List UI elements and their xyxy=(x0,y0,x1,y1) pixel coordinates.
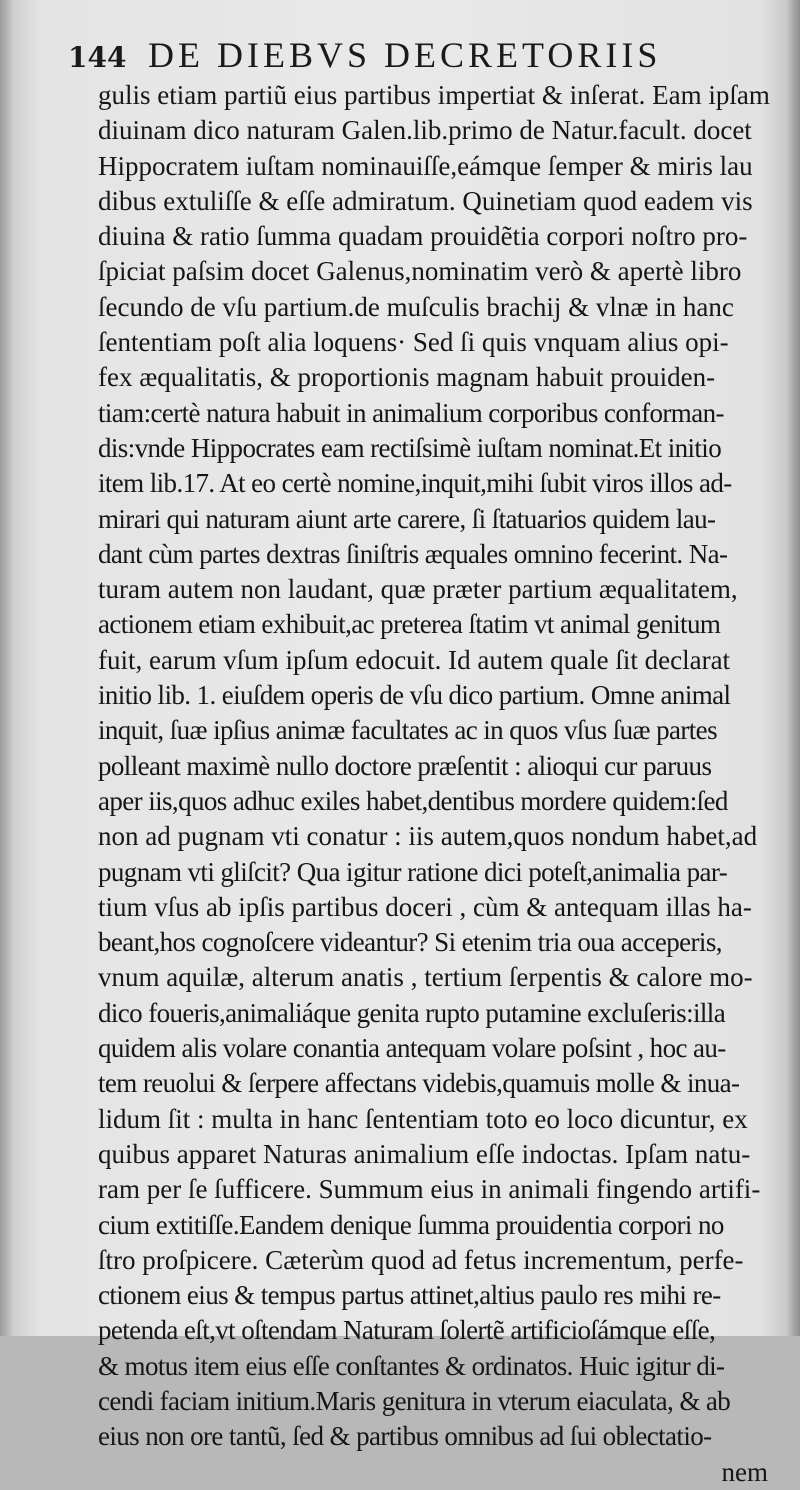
text-line: mirari qui naturam aiunt arte carere, ſi ſtatuarios quidem lau- xyxy=(98,503,716,534)
catchword: nem xyxy=(721,1456,768,1487)
text-line: aper iis,quos adhuc exiles habet,dentibus mordere quidem:ſed xyxy=(98,785,728,816)
text-line: vnum aquilæ, alterum anatis , tertium ſerpentis & calore mo- xyxy=(98,962,753,993)
text-line: beant,hos cognoſcere videantur? Si etenim tria oua acceperis, xyxy=(98,927,722,958)
text-line: gulis etiam partiũ eius partibus impertiat & inſerat. Eam ipſam xyxy=(98,80,770,110)
text-line: lidum ſit : multa in hanc ſententiam toto eo loco dicuntur, ex xyxy=(98,1103,748,1134)
text-line: dico foueris,animaliáque genita rupto putamine excluſeris:illa xyxy=(98,997,726,1028)
text-line: ſententiam poſt alia loquens· Sed ſi quis vnquam alius opi- xyxy=(98,327,729,358)
text-line: Hippocratem iuſtam nominauiſſe,eámque ſemper & miris lau xyxy=(98,150,753,181)
text-line: dibus extuliſſe & eſſe admiratum. Quinetiam quod eadem vis xyxy=(98,185,753,216)
text-line: ctionem eius & tempus partus attinet,altius paulo res mihi re- xyxy=(98,1280,721,1311)
text-line: item lib.17. At eo certè nomine,inquit,mihi ſubit viros illos ad- xyxy=(98,468,732,499)
text-line: quidem alis volare conantia antequam volare poſsint , hoc au- xyxy=(98,1033,726,1064)
text-line: fuit, earum vſum ipſum edocuit. Id autem quale ſit declarat xyxy=(98,644,731,675)
page-header xyxy=(68,34,740,74)
text-line: diuinam dico naturam Galen.lib.primo de Natur.facult. docet xyxy=(98,115,752,146)
text-line: fex æqualitatis, & proportionis magnam habuit prouiden- xyxy=(98,362,716,393)
text-line: cium extitiſſe.Eandem denique ſumma prouidentia corpori no xyxy=(98,1209,724,1240)
text-line: quibus apparet Naturas animalium eſſe indoctas. Ipſam natu- xyxy=(98,1138,751,1169)
text-line: cendi faciam initium.Maris genitura in vterum eiaculata, & ab xyxy=(98,1385,731,1416)
text-line: initio lib. 1. eiuſdem operis de vſu dico partium. Omne animal xyxy=(98,680,731,711)
body-text xyxy=(98,78,768,1490)
text-line: petenda eſt,vt oſtendam Naturam ſolertẽ artificioſámque eſſe, xyxy=(98,1315,716,1346)
text-line: ſecundo de vſu partium.de muſculis brachij & vlnæ in hanc xyxy=(98,291,734,322)
text-line: tiam:certè natura habuit in animalium corporibus conforman- xyxy=(98,397,724,428)
page-edge-shadow xyxy=(786,0,800,1336)
text-line: ram per ſe ſufficere. Summum eius in animali fingendo artifi- xyxy=(98,1174,761,1205)
text-line: actionem etiam exhibuit,ac preterea ſtatim vt animal genitum xyxy=(98,609,721,640)
text-line: polleant maximè nullo doctore præſentit : alioqui cur paruus xyxy=(98,750,712,781)
text-line: dis:vnde Hippocrates eam rectiſsimè iuſtam nominat.Et initio xyxy=(98,432,722,463)
text-line: eius non ore tantũ, ſed & partibus omnibus ad ſui oblectatio- xyxy=(98,1421,712,1452)
text-line: ſpiciat paſsim docet Galenus,nominatim verò & apertè libro xyxy=(98,256,742,287)
text-line: non ad pugnam vti conatur : iis autem,quos nondum habet,ad xyxy=(98,821,758,852)
text-line: pugnam vti gliſcit? Qua igitur ratione dici poteſt,animalia par- xyxy=(98,856,728,887)
text-line: dant cùm partes dextras ſiniſtris æquales omnino fecerint. Na- xyxy=(98,538,728,569)
text-line: ſtro proſpicere. Cæterùm quod ad fetus incrementum, perfe- xyxy=(98,1244,744,1275)
text-line: diuina & ratio ſumma quadam prouidẽtia corpori noſtro pro- xyxy=(98,221,748,252)
text-line: turam autem non laudant, quæ præter partium æqualitatem, xyxy=(98,574,738,605)
page-number: 144 xyxy=(68,41,127,74)
text-line: & motus item eius eſſe conſtantes & ordinatos. Huic igitur di- xyxy=(98,1350,725,1381)
text-line: tem reuolui & ſerpere affectans videbis,quamuis molle & inua- xyxy=(98,1068,740,1099)
running-head: DE DIEBVS DECRETORIIS xyxy=(148,35,662,75)
text-line: tium vſus ab ipſis partibus doceri , cùm & antequam illas ha- xyxy=(98,891,752,922)
text-line: inquit, ſuæ ipſius animæ facultates ac in quos vſus ſuæ partes xyxy=(98,715,717,746)
